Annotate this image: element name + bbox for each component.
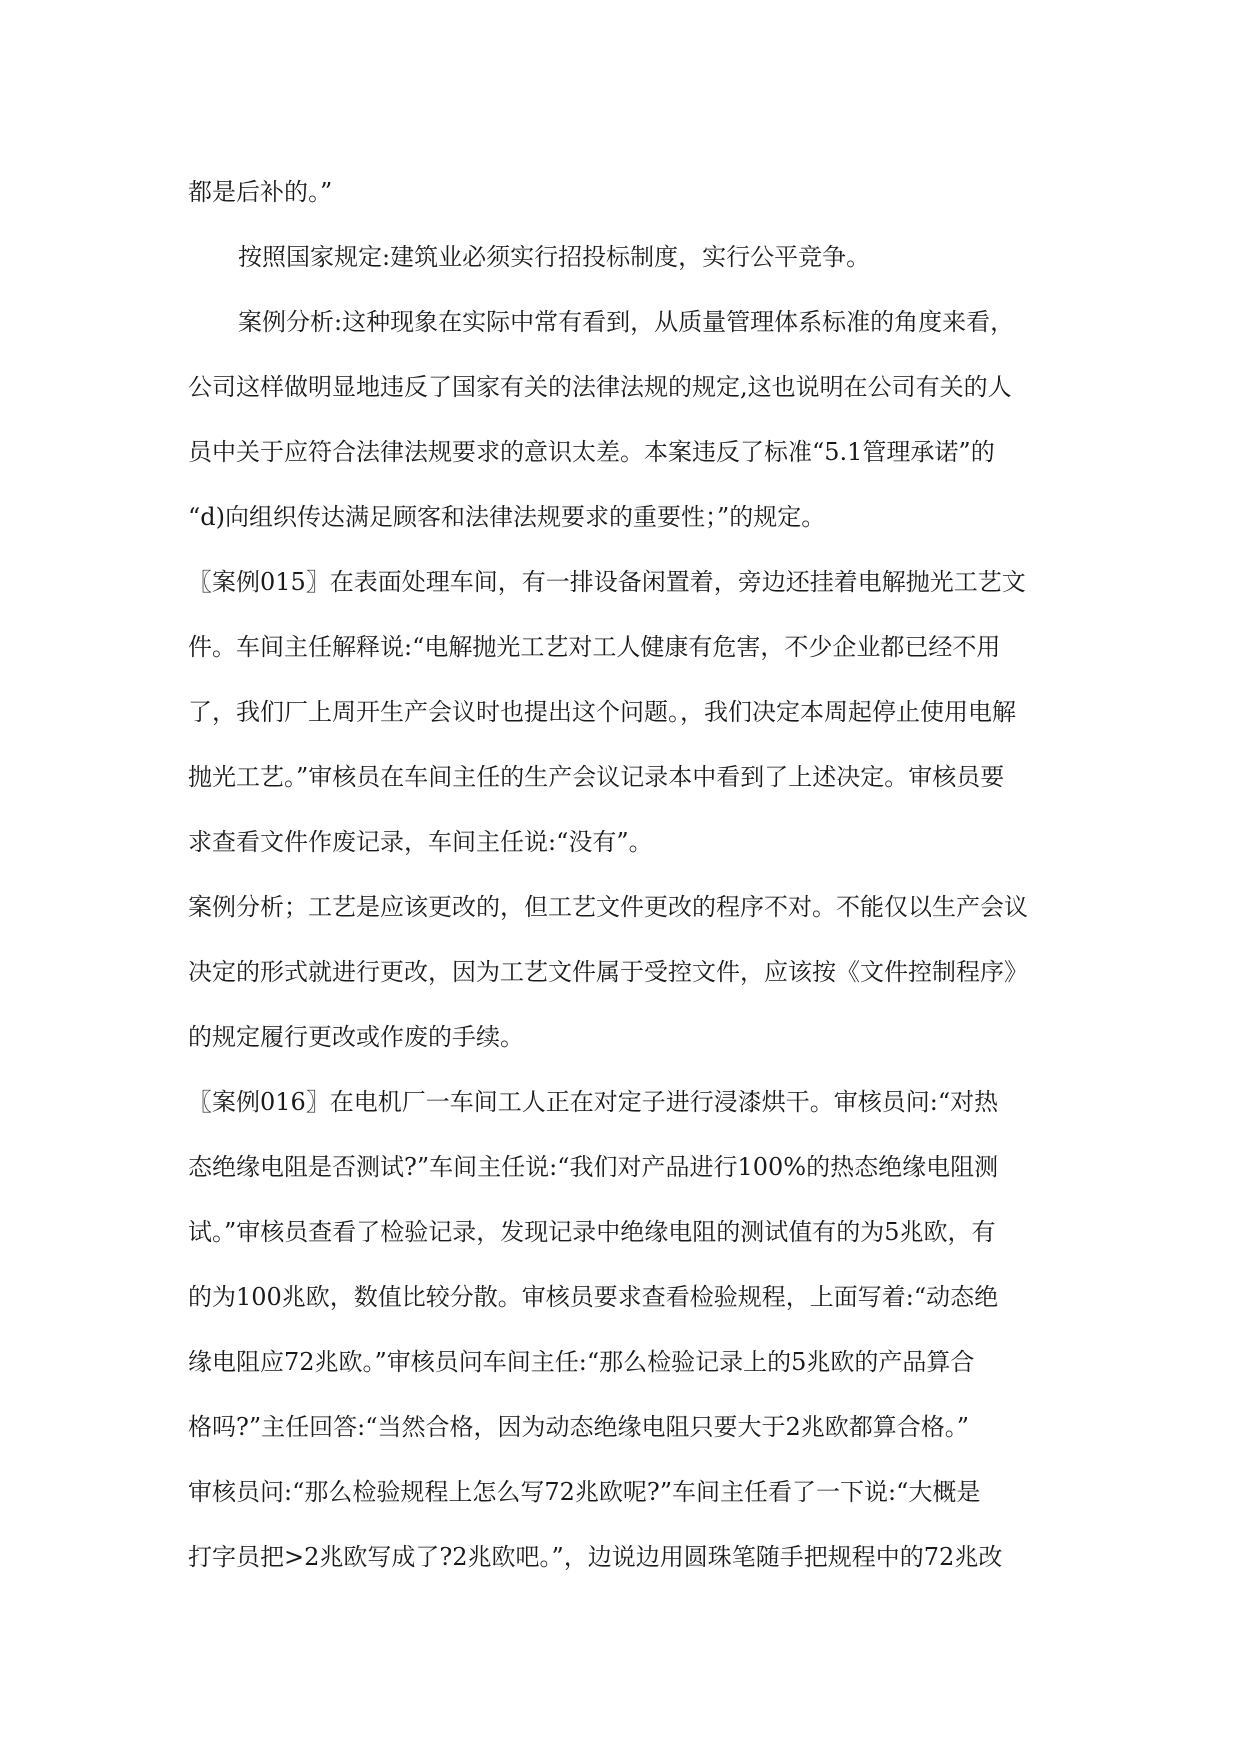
text-line: 〖案例016〗在电机厂一车间工人正在对定子进行浸漆烘干。审核员问:“对热	[188, 1088, 999, 1116]
text-line: 的为100兆欧，数值比较分散。审核员要求查看检验规程，上面写着:“动态绝	[188, 1283, 999, 1311]
text-line: 抛光工艺。”审核员在车间主任的生产会议记录本中看到了上述决定。审核员要	[188, 763, 1005, 791]
text-line: 按照国家规定:建筑业必须实行招投标制度，实行公平竞争。	[238, 243, 871, 271]
text-line: 缘电阻应72兆欧。”审核员问车间主任:“那么检验记录上的5兆欧的产品算合	[188, 1348, 975, 1376]
text-line: 案例分析:这种现象在实际中常有看到，从质量管理体系标准的角度来看，	[238, 308, 1015, 336]
document-body	[188, 160, 1053, 1590]
text-line: 打字员把>2兆欧写成了?2兆欧吧。”，边说边用圆珠笔随手把规程中的72兆改	[188, 1543, 1003, 1571]
text-line: 态绝缘电阻是否测试?”车间主任说:“我们对产品进行100%的热态绝缘电阻测	[188, 1153, 999, 1181]
text-line: 决定的形式就进行更改，因为工艺文件属于受控文件，应该按《文件控制程序》	[188, 958, 1028, 986]
text-line: 的规定履行更改或作废的手续。	[188, 1023, 524, 1051]
text-line: “d)向组织传达满足顾客和法律法规要求的重要性；”的规定。	[188, 503, 826, 531]
text-line: 〖案例015〗在表面处理车间，有一排设备闲置着，旁边还挂着电解抛光工艺文	[188, 568, 1026, 596]
text-line: 试。”审核员查看了检验记录，发现记录中绝缘电阻的测试值有的为5兆欧，有	[188, 1218, 996, 1246]
text-line: 都是后补的。”	[188, 178, 333, 206]
text-line: 件。车间主任解释说:“电解抛光工艺对工人健康有危害，不少企业都已经不用	[188, 633, 1001, 661]
text-line: 审核员问:“那么检验规程上怎么写72兆欧呢?”车间主任看了一下说:“大概是	[188, 1478, 981, 1506]
text-line: 案例分析；工艺是应该更改的，但工艺文件更改的程序不对。不能仅以生产会议	[188, 893, 1028, 921]
text-line: 了，我们厂上周开生产会议时也提出这个问题。，我们决定本周起停止使用电解	[188, 698, 1016, 726]
text-line: 格吗?”主任回答:“当然合格，因为动态绝缘电阻只要大于2兆欧都算合格。”	[188, 1413, 970, 1441]
text-line: 求查看文件作废记录，车间主任说:“没有”。	[188, 828, 653, 856]
text-line: 公司这样做明显地违反了国家有关的法律法规的规定,这也说明在公司有关的人	[188, 373, 1012, 401]
text-line: 员中关于应符合法律法规要求的意识太差。本案违反了标准“5.1管理承诺”的	[188, 438, 995, 466]
